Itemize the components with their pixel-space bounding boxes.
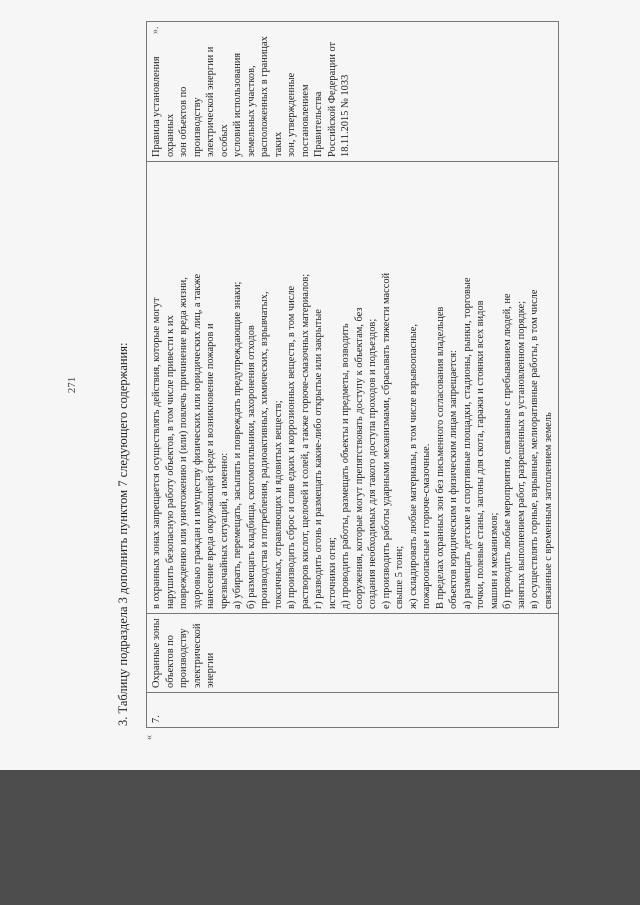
- zone-name-cell: Охранные зоны объектов по производству электрической энергии: [147, 614, 559, 693]
- restriction-line: здоровью граждан и имуществу физических или юридических лиц, а также: [191, 273, 203, 609]
- restriction-line: в) производить сброс и слив едких и коррозионных веществ, в том числе: [286, 285, 298, 609]
- regulation-line: земельных участков,: [245, 65, 257, 157]
- scan-background: [0, 770, 640, 905]
- restriction-line: е) производить работы ударными механизмами, сбрасывать тяжести массой: [380, 272, 392, 609]
- restriction-line: повреждению или уничтожению и (или) повлечь причинение вреда жизни,: [178, 277, 190, 609]
- restriction-line: чрезвычайных ситуаций, а именно:: [218, 452, 230, 609]
- section-heading: 3. Таблицу подраздела 3 дополнить пунктом 7 следующего содержания:: [116, 342, 130, 726]
- restriction-line: производства и потребления, радиоактивных, химических, взрывчатых,: [259, 291, 271, 609]
- restriction-line: сооружения, которые могут препятствовать доступу к объектам, без: [353, 307, 365, 609]
- restriction-line: а) размещать детские и спортивные площадки, стадионы, рынки, торговые: [461, 277, 473, 609]
- restriction-line: токсичных, отравляющих и ядовитых веществ;: [272, 400, 284, 609]
- regulation-line: зон объектов по производству: [178, 86, 203, 157]
- opening-quote: «: [144, 735, 155, 740]
- restriction-line: создания необходимых для такого доступа проходов и подъездов;: [367, 318, 379, 609]
- regulation-line: условий использования: [232, 52, 244, 157]
- restriction-line: нанесение вреда окружающей среде и возникновение пожаров и: [205, 323, 217, 609]
- restriction-line: объектов юридическим и физическим лицам запрещается:: [448, 350, 460, 609]
- page-number: 271: [66, 376, 78, 394]
- restriction-line: точки, полевые станы, загоны для скота, гаражи и стоянки всех видов: [475, 300, 487, 609]
- restriction-line: занятых выполнением работ, разрешенных в установленном порядке;: [515, 301, 527, 609]
- regulation-cell: [147, 22, 559, 162]
- regulation-line: Правила установления охранных: [151, 56, 176, 157]
- row-number: 7.: [147, 693, 559, 728]
- regulation-line: расположенных в границах таких: [259, 36, 284, 157]
- regulation-line: Российской Федерации от: [326, 41, 338, 157]
- restriction-line: г) разводить огонь и размещать какие-либо открытые или закрытые: [313, 309, 325, 609]
- restriction-line: б) размещать кладбища, скотомогильники, захоронения отходов: [245, 325, 257, 609]
- restriction-line: источники огня;: [326, 537, 338, 609]
- restriction-line: в охранных зонах запрещается осуществлять действия, которые могут: [151, 297, 162, 609]
- restrictions-table: [146, 21, 559, 728]
- rotated-page-content: [40, 14, 600, 756]
- regulation-line: постановлением Правительства: [299, 84, 325, 157]
- restriction-line: д) проводить работы, размещать объекты и предметы, возводить: [340, 323, 352, 609]
- restriction-line: б) проводить любые мероприятия, связанные с пребыванием людей, не: [502, 293, 514, 609]
- table-row: [147, 22, 559, 728]
- regulation-line: 18.11.2015 № 1033: [340, 74, 352, 157]
- restriction-line: а) убирать, перемещать, засыпать и повреждать предупреждающие знаки;: [232, 281, 244, 609]
- restriction-line: связанные с временным затоплением земель: [542, 412, 554, 609]
- restriction-line: нарушить безопасную работу объектов, в том числе привести к их: [164, 315, 176, 609]
- restriction-line: свыше 5 тонн;: [394, 545, 406, 609]
- regulation-line: зон, утвержденные: [286, 72, 298, 157]
- closing-quote: ».: [150, 26, 161, 34]
- restriction-line: В пределах охранных зон без письменного согласования владельцев: [434, 306, 446, 609]
- restriction-line: ж) складировать любые материалы, в том числе взрывоопасные,: [407, 324, 419, 609]
- restriction-line: в) осуществлять горные, взрывные, мелиоративные работы, в том числе: [529, 289, 541, 609]
- restriction-line: пожароопасные и горюче-смазочные.: [421, 443, 433, 609]
- regulation-line: электрической энергии и особых: [205, 46, 230, 157]
- restriction-line: растворов кислот, щелочей и солей, а также горюче-смазочных материалов;: [299, 273, 311, 609]
- restriction-line: машин и механизмов;: [488, 512, 500, 609]
- restrictions-cell: [147, 162, 559, 614]
